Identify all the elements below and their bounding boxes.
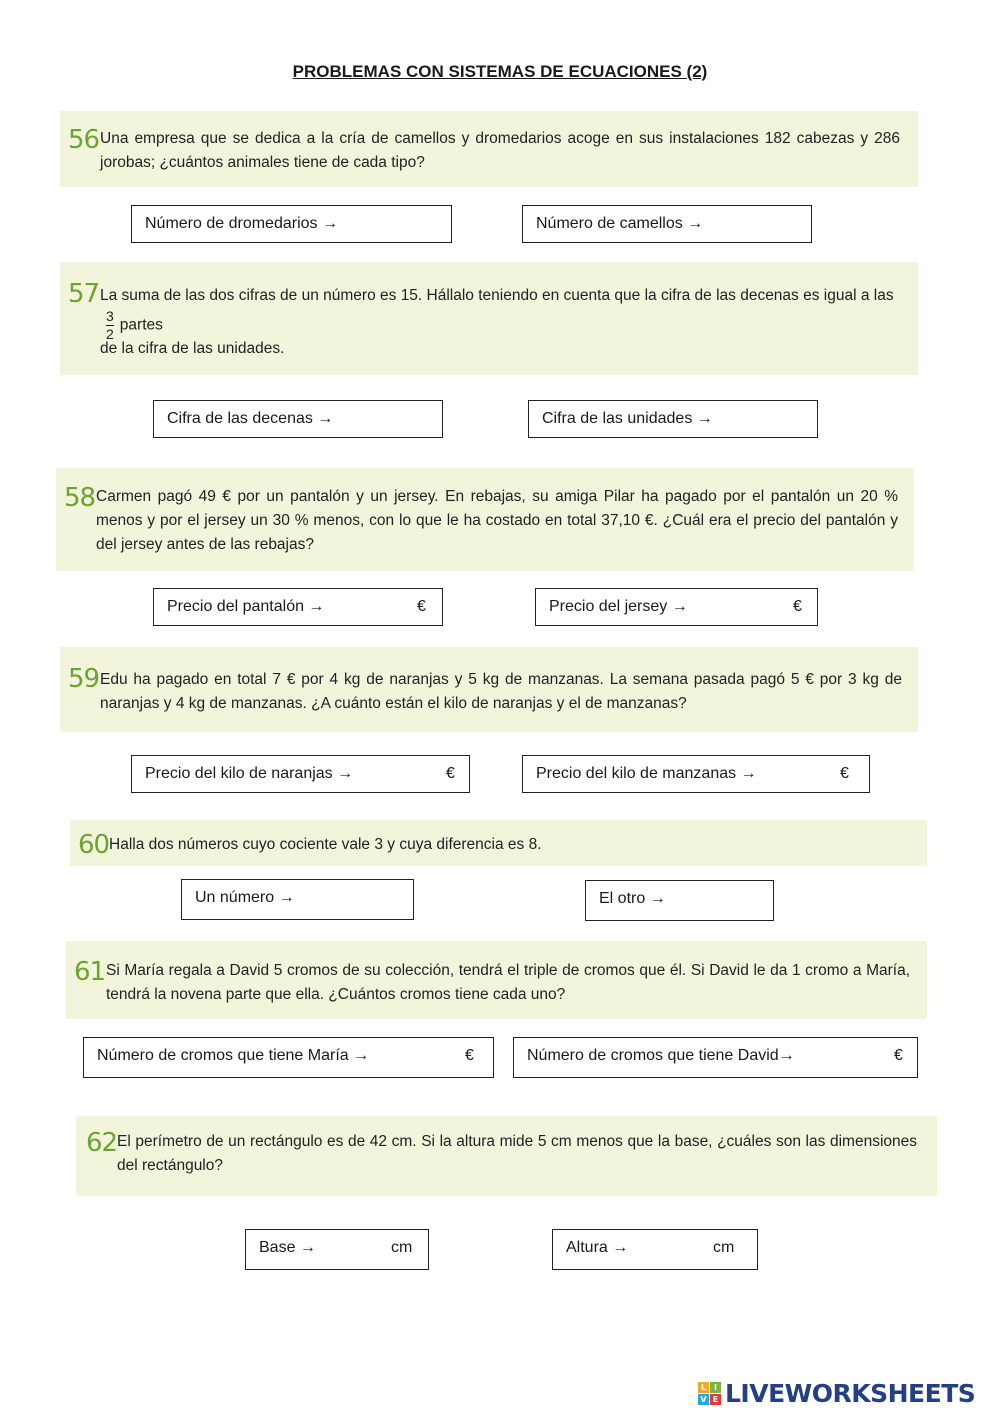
answer-altura-field[interactable] <box>552 1229 758 1270</box>
problem-text-line1 <box>100 284 905 343</box>
problem-number: 60 <box>78 830 110 860</box>
answer-maria-field[interactable] <box>83 1037 494 1078</box>
logo-letter: L <box>698 1382 709 1393</box>
answer-decenas-field[interactable] <box>153 400 443 438</box>
answer-label: Base → <box>259 1239 316 1256</box>
answer-label: Número de dromedarios → <box>145 215 338 232</box>
answer-label: El otro → <box>599 890 666 907</box>
problem-60 <box>70 820 927 866</box>
problem-number: 62 <box>86 1128 118 1158</box>
problem-text: Si María regala a David 5 cromos de su colección, tendrá el triple de cromos que él. Si David le da 1 cromo a María, tendrá la novena parte que ella. ¿Cuántos cromos tiene cada uno? <box>106 962 910 1003</box>
answer-manzanas-field[interactable] <box>522 755 870 793</box>
problem-62 <box>76 1116 937 1196</box>
answer-label: Número de cromos que tiene María → <box>97 1047 370 1064</box>
logo-text: LIVEWORKSHEETS <box>725 1378 976 1408</box>
problem-text: partes <box>119 316 163 334</box>
problem-number: 61 <box>74 957 106 987</box>
answer-label: Altura → <box>566 1239 629 1256</box>
answer-label: Un número → <box>195 889 295 906</box>
answer-pantalon-field[interactable] <box>153 588 443 626</box>
problem-number: 57 <box>68 279 100 309</box>
answer-label: Número de camellos → <box>536 215 704 232</box>
problem-56 <box>60 111 918 187</box>
problem-59 <box>60 647 918 732</box>
answer-label: Cifra de las decenas → <box>167 410 334 427</box>
problem-61 <box>66 941 927 1019</box>
problem-text: Carmen pagó 49 € por un pantalón y un jersey. En rebajas, su amiga Pilar ha pagado por el pantalón un 20 % menos y por el jersey un 30 % menos, con lo que le ha costado en total 37,10 €. ¿Cuál era el precio del pantalón y del jersey antes de las rebajas? <box>96 488 898 553</box>
problem-number: 59 <box>68 664 100 694</box>
answer-el-otro-field[interactable] <box>585 880 774 921</box>
answer-naranjas-field[interactable] <box>131 755 470 793</box>
fraction-numerator: 3 <box>106 308 114 324</box>
answer-dromedarios-field[interactable] <box>131 205 452 243</box>
answer-label: Precio del kilo de naranjas → <box>145 765 354 782</box>
logo-letter: I <box>710 1382 721 1393</box>
problem-57 <box>60 262 918 375</box>
fraction-denominator: 2 <box>106 326 114 342</box>
unit-euro: € <box>894 1047 903 1064</box>
answer-label: Número de cromos que tiene David→ <box>527 1047 795 1064</box>
answer-jersey-field[interactable] <box>535 588 818 626</box>
unit-euro: € <box>793 598 802 615</box>
liveworksheets-logo[interactable] <box>698 1378 975 1408</box>
answer-label: Precio del kilo de manzanas → <box>536 765 757 782</box>
logo-letter: V <box>698 1394 709 1405</box>
answer-base-field[interactable] <box>245 1229 429 1270</box>
unit-euro: € <box>417 598 426 615</box>
problem-text: Una empresa que se dedica a la cría de camellos y dromedarios acoge en sus instalaciones 182 cabezas y 286 jorobas; ¿cuántos animales tiene de cada tipo? <box>100 130 900 171</box>
problem-text: Edu ha pagado en total 7 € por 4 kg de naranjas y 5 kg de manzanas. La semana pasada pagó 5 € por 3 kg de naranjas y 4 kg de manzanas. ¿A cuánto están el kilo de naranjas y el de manzanas? <box>100 671 902 712</box>
answer-label: Precio del pantalón → <box>167 598 325 615</box>
problem-text: El perímetro de un rectángulo es de 42 cm. Si la altura mide 5 cm menos que la base, ¿cuáles son las dimensiones del rectángulo? <box>117 1133 917 1174</box>
unit-cm: cm <box>391 1239 413 1256</box>
unit-euro: € <box>446 765 455 782</box>
problem-number: 56 <box>68 125 100 155</box>
problem-text: Halla dos números cuyo cociente vale 3 y cuya diferencia es 8. <box>109 836 542 853</box>
problem-58 <box>56 468 914 571</box>
unit-euro: € <box>840 765 849 782</box>
unit-cm: cm <box>713 1239 735 1256</box>
problem-number: 58 <box>64 483 96 513</box>
logo-mark-icon <box>698 1382 721 1405</box>
problem-text-line2: de la cifra de las unidades. <box>100 340 285 357</box>
answer-label: Precio del jersey → <box>549 598 688 615</box>
answer-unidades-field[interactable] <box>528 400 818 438</box>
problem-text: La suma de las dos cifras de un número es 15. Hállalo teniendo en cuenta que la cifra de las decenas es igual a las <box>100 287 894 304</box>
unit-euro: € <box>465 1047 474 1064</box>
page-title: PROBLEMAS CON SISTEMAS DE ECUACIONES (2) <box>292 62 708 81</box>
answer-label: Cifra de las unidades → <box>542 410 713 427</box>
answer-david-field[interactable] <box>513 1037 918 1078</box>
answer-un-numero-field[interactable] <box>181 879 414 920</box>
answer-camellos-field[interactable] <box>522 205 812 243</box>
logo-letter: E <box>710 1394 721 1405</box>
